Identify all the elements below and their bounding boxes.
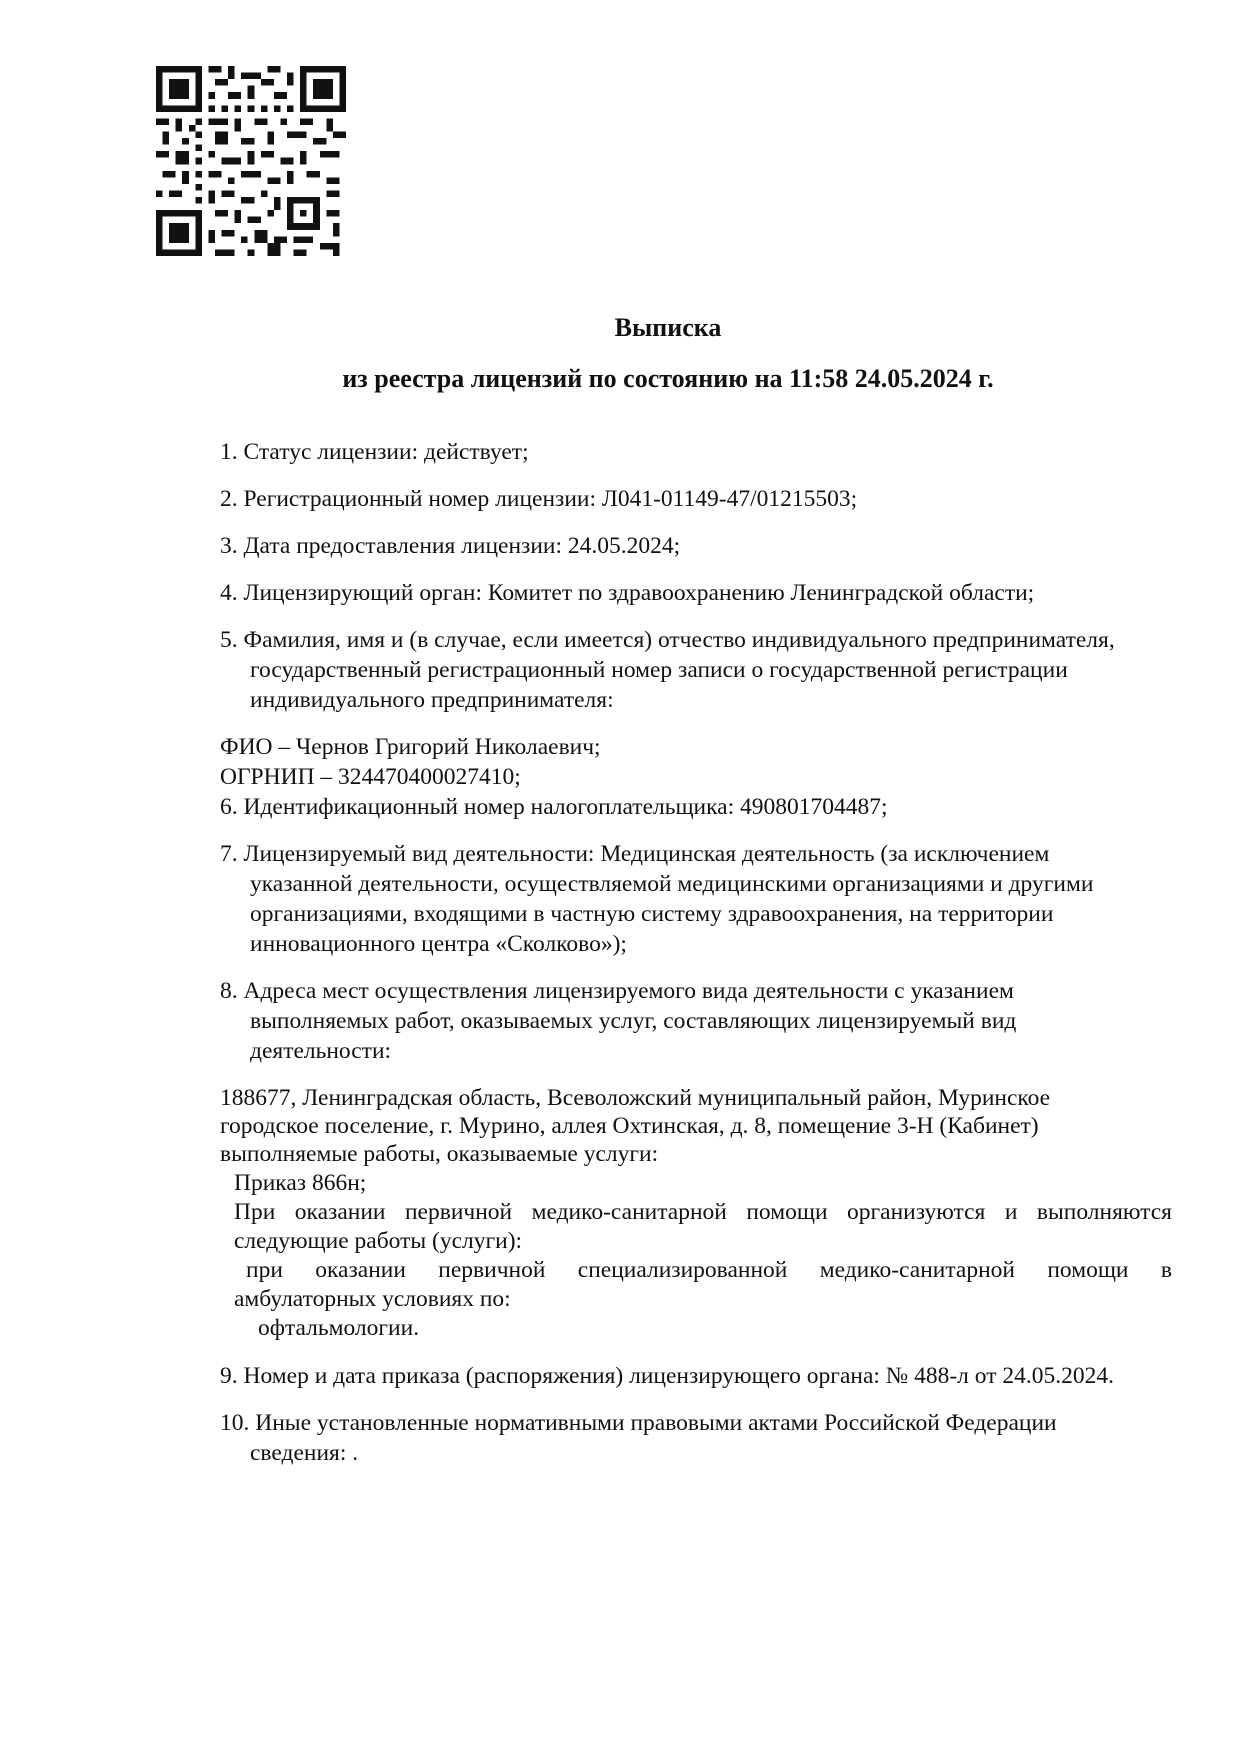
order-866n: Приказ 866н; — [234, 1170, 367, 1196]
word: оказании — [315, 1257, 406, 1283]
word: первичной — [404, 1199, 513, 1225]
qr-code — [156, 66, 346, 256]
fio: ФИО – Чернов Григорий Николаевич; — [220, 734, 601, 760]
document-subtitle: из реестра лицензий по состоянию на 11:58 24.05.2024 г. — [342, 364, 994, 393]
word: медико-санитарной — [531, 1199, 727, 1225]
item-7-line-1: 7. Лицензируемый вид деятельности: Медицинская деятельность (за исключением — [220, 841, 1050, 867]
item-9-order: 9. Номер и дата приказа (распоряжения) лицензирующего органа: № 488-л от 24.05.2024. — [220, 1363, 1114, 1389]
ogrnip: ОГРНИП – 324470400027410; — [220, 764, 521, 790]
item-6-inn: 6. Идентификационный номер налогоплательщика: 490801704487; — [220, 794, 888, 820]
specialized-care-line-2: амбулаторных условиях по: — [234, 1286, 511, 1312]
primary-care-line-2: следующие работы (услуги): — [234, 1228, 523, 1254]
item-8-line-3: деятельности: — [250, 1038, 392, 1064]
specialized-care-line-1 — [246, 1255, 1172, 1285]
item-10-line-2: сведения: . — [250, 1440, 359, 1466]
word: первичной — [438, 1257, 546, 1283]
word: помощи — [1047, 1257, 1129, 1283]
document-title: Выписка — [614, 313, 722, 342]
item-5-line-2: государственный регистрационный номер записи о государственной регистрации — [250, 657, 1068, 683]
item-10-line-1: 10. Иные установленные нормативными правовыми актами Российской Федерации — [220, 1410, 1057, 1436]
item-4-authority: 4. Лицензирующий орган: Комитет по здравоохранению Ленинградской области; — [220, 580, 1035, 606]
word: помощи — [746, 1199, 828, 1225]
item-7-line-2: указанной деятельности, осуществляемой медицинскими организациями и другими — [250, 871, 1094, 897]
word: При — [234, 1199, 276, 1225]
address-line-3: выполняемые работы, оказываемые услуги: — [220, 1141, 659, 1167]
word: в — [1160, 1257, 1172, 1283]
word: организуются — [847, 1199, 986, 1225]
item-3-date: 3. Дата предоставления лицензии: 24.05.2024; — [220, 533, 681, 559]
item-5-line-3: индивидуального предпринимателя: — [250, 687, 614, 713]
word: оказании — [294, 1199, 386, 1225]
item-8-line-2: выполняемых работ, оказываемых услуг, составляющих лицензируемый вид — [250, 1008, 1017, 1034]
primary-care-line-1 — [234, 1197, 1172, 1227]
ophthalmology: офтальмологии. — [258, 1315, 420, 1341]
item-7-line-4: инновационного центра «Сколково»); — [250, 931, 627, 957]
item-7-line-3: организациями, входящими в частную систему здравоохранения, на территории — [250, 901, 1054, 927]
word: и — [1004, 1199, 1018, 1225]
word: медико-санитарной — [819, 1257, 1015, 1283]
item-5-line-1: 5. Фамилия, имя и (в случае, если имеется) отчество индивидуального предпринимателя, — [220, 627, 1115, 653]
address-line-1: 188677, Ленинградская область, Всеволожский муниципальный район, Муринское — [220, 1085, 1051, 1111]
item-1-status: 1. Статус лицензии: действует; — [220, 439, 529, 465]
item-8-line-1: 8. Адреса мест осуществления лицензируемого вида деятельности с указанием — [220, 978, 1014, 1004]
word: выполняются — [1036, 1199, 1172, 1225]
word: специализированной — [577, 1257, 788, 1283]
address-line-2: городское поселение, г. Мурино, аллея Охтинская, д. 8, помещение 3-Н (Кабинет) — [220, 1113, 1039, 1139]
item-2-registration-number: 2. Регистрационный номер лицензии: Л041-01149-47/01215503; — [220, 486, 858, 512]
word: при — [246, 1257, 283, 1283]
